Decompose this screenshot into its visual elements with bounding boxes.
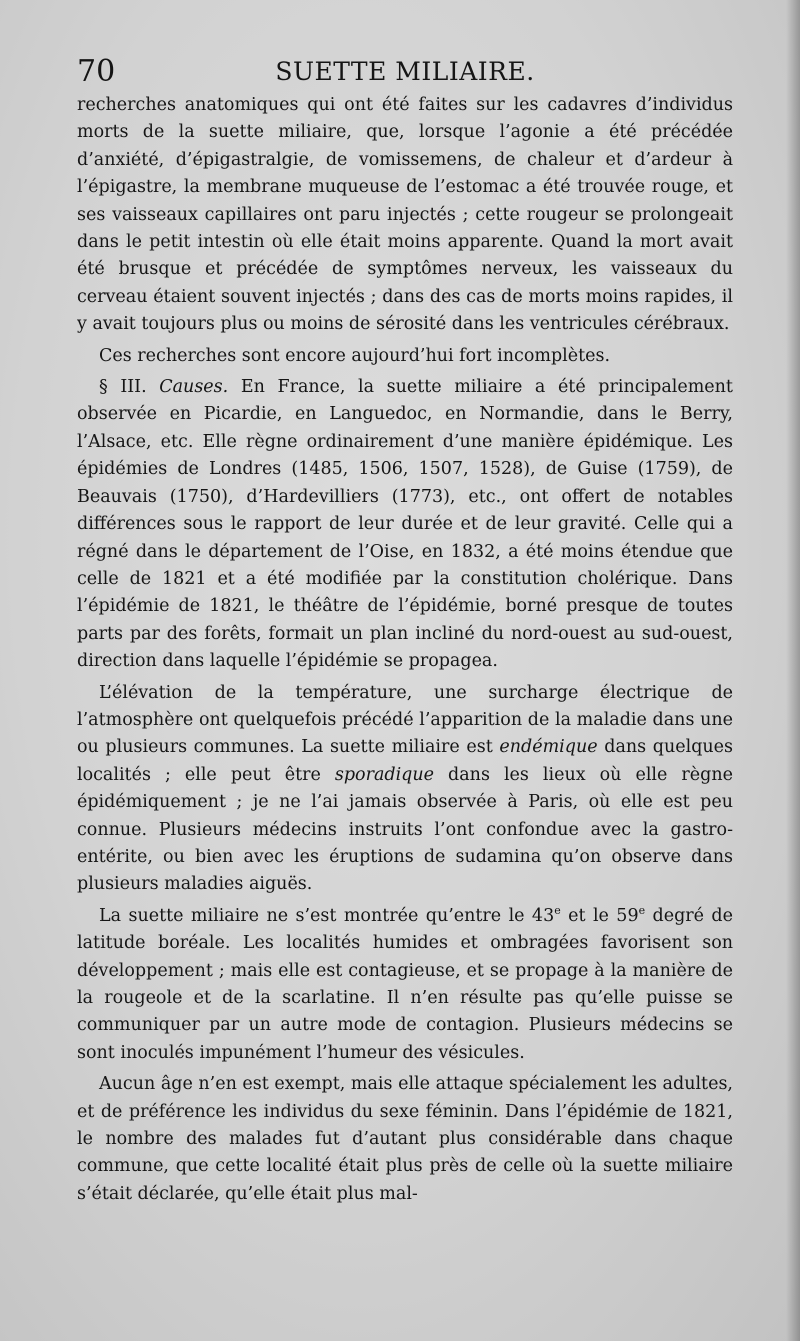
page-header (77, 52, 733, 92)
body-text (77, 92, 733, 1267)
paragraph-4 (77, 680, 733, 899)
paragraph-4-text-after: dans les lieux où elle règne épidémiquement ; je ne l’ai jamais observée à Paris, où elle est peu connue. Plusieurs médecins instruits l’ont confondue avec la gastro-entérite, ou bien avec les éruptions de sudamina qu’on observe dans plusieurs maladies aiguës. (77, 764, 733, 895)
paragraph-2-text: Ces recherches sont encore aujourd’hui fort incomplètes. (99, 345, 611, 366)
paragraph-5-text-middle: et le 59 (568, 905, 639, 926)
paragraph-4-text-middle: dans quelques localités ; elle peut être (77, 737, 733, 785)
superscript-e-1: e (554, 903, 561, 917)
page-number: 70 (77, 54, 116, 89)
paragraph-3 (77, 374, 733, 675)
term-endemique: endémique (499, 737, 598, 758)
paragraph-4-text-before: L’élévation de la température, une surcharge électrique de l’atmosphère ont quelquefois précédé l’apparition de la maladie dans une ou plusieurs communes. La suette miliaire est (77, 682, 733, 758)
paragraph-6 (77, 1071, 733, 1208)
paragraph-5-text-before: La suette miliaire ne s’est montrée qu’entre le 43 (99, 905, 555, 926)
paragraph-1-text: recherches anatomiques qui ont été faites sur les cadavres d’individus morts de la suette miliaire, que, lorsque l’agonie a été précédée d’anxiété, d’épigastralgie, de vomissemens, de chaleur et d’ardeur à l’épigastre, la membrane muqueuse de l’estomac a été trouvée rouge, et ses vaisseaux capillaires ont paru injectés ; cette rougeur se prolongeait dans le petit intestin où elle était moins apparente. Quand la mort avait été brusque et précédée de symptômes nerveux, les vaisseaux du cerveau étaient souvent injectés ; dans des cas de morts moins rapides, il y avait toujours plus ou moins de sérosité dans les ventricules cérébraux. (77, 95, 733, 335)
section-number: § III. (99, 377, 147, 398)
superscript-e-2: e (638, 903, 646, 917)
paragraph-5 (77, 903, 733, 1067)
running-title: SUETTE MILIAIRE. (275, 57, 535, 86)
term-sporadique: sporadique (334, 764, 435, 785)
paragraph-5-text-after: degré de latitude boréale. Les localités humides et ombragées favorisent son développement ; mais elle est contagieuse, et se propage à la manière de la rougeole et de la scarlatine. Il n’en résulte pas qu’elle puisse se communiquer par un autre mode de contagion. Plusieurs médecins se sont inoculés impunément l’humeur des vésicules. (77, 905, 733, 1063)
section-heading: Causes. (159, 377, 229, 398)
paragraph-1 (77, 92, 733, 339)
paragraph-2 (77, 343, 733, 370)
paragraph-6-text: Aucun âge n’en est exempt, mais elle attaque spécialement les adultes, et de préférence les individus du sexe féminin. Dans l’épidémie de 1821, le nombre des malades fut d’autant plus considérable dans chaque commune, que cette localité était plus près de celle où la suette miliaire s’était déclarée, qu’elle était plus mal- (77, 1074, 733, 1204)
paragraph-3-text: En France, la suette miliaire a été principalement observée en Picardie, en Languedoc, en Normandie, dans le Berry, l’Alsace, etc. Elle règne ordinairement d’une manière épidémique. Les épidémies de Londres (1485, 1506, 1507, 1528), de Guise (1759), de Beauvais (1750), d’Hardevilliers (1773), etc., ont offert de notables différences sous le rapport de leur durée et de leur gravité. Celle qui a régné dans le département de l’Oise, en 1832, a été moins étendue que celle de 1821 et a été modifiée par la constitution cholérique. Dans l’épidémie de 1821, le théâtre de l’épidémie, borné presque de toutes parts par des forêts, formait un plan incliné du nord-ouest au sud-ouest, direction dans laquelle l’épidémie se propagea. (77, 377, 733, 672)
